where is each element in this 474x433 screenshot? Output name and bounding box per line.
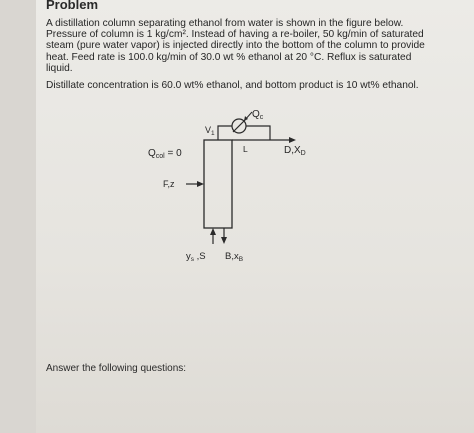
column-body bbox=[204, 140, 232, 228]
problem-paragraph: A distillation column separating ethanol from water is shown in the figure below. Pressure of column is 1 kg/cm². Instead of having a re-boiler, 50 kg/min of saturated steam (pure water vapor) is injected directly into the bottom of the column to provide heat. Feed rate is 100.0 kg/min of 30.0 wt % ethanol at 20 °C. Reflux is saturated liquid. bbox=[46, 18, 425, 74]
qc-label: $Q_c$ bbox=[252, 109, 264, 121]
feed-arrowhead bbox=[197, 181, 204, 187]
l-label: L bbox=[243, 144, 248, 154]
condenser-slash bbox=[233, 120, 245, 132]
vapor-line bbox=[218, 126, 232, 140]
bottom-label: $B,x_B$ bbox=[225, 251, 244, 263]
condensate-line bbox=[246, 126, 270, 140]
feed-label: F,z bbox=[163, 179, 175, 189]
v1-label: $V_1$ bbox=[205, 125, 215, 137]
problem-title: Problem bbox=[46, 0, 99, 12]
bottoms-arrowhead bbox=[221, 237, 227, 244]
steam-arrowhead bbox=[210, 228, 216, 235]
answer-prompt: Answer the following questions: bbox=[46, 363, 187, 374]
steam-label: $y_s$ ,S bbox=[186, 251, 206, 263]
d-label: $D,X_D$ bbox=[284, 145, 306, 157]
qcol-label: $Q_{col} = 0$ bbox=[148, 148, 182, 160]
distillate-arrowhead bbox=[289, 137, 296, 143]
distillate-paragraph: Distillate concentration is 60.0 wt% ethanol, and bottom product is 10 wt% ethanol. bbox=[46, 80, 419, 91]
